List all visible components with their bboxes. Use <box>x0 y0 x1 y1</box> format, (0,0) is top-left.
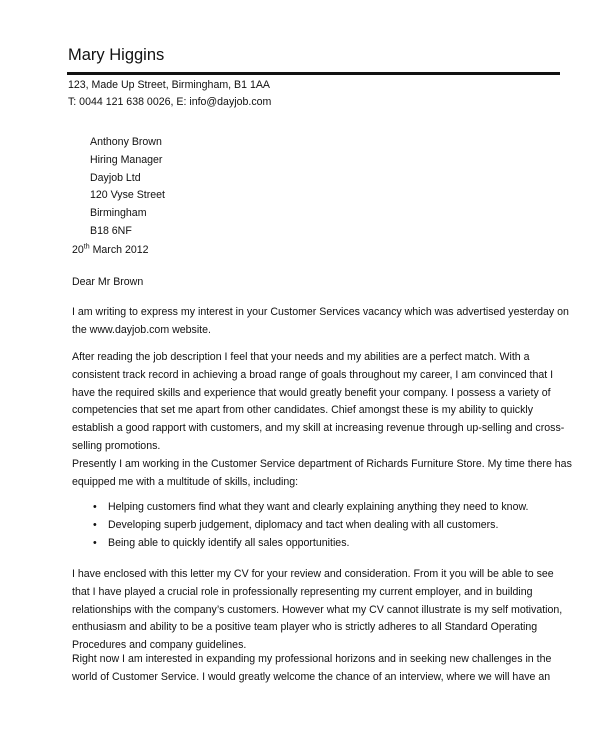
paragraph-line: consistent track record in achieving a broad range of goals throughout my career, I am convinced that I <box>72 368 554 381</box>
recipient-line: B18 6NF <box>90 224 132 237</box>
paragraph-line: After reading the job description I feel that your needs and my abilities are a perfect match. With a <box>72 351 530 363</box>
bullet-list <box>0 499 600 559</box>
date-rest: March 2012 <box>89 244 149 256</box>
paragraph-line: equipped me with a multitude of skills, including: <box>72 475 299 488</box>
list-item <box>0 517 600 535</box>
paragraph-line: Procedures and company guidelines. <box>72 639 247 652</box>
list-item-text: Helping customers find what they want and clearly explaining anything they need to know. <box>108 501 529 513</box>
recipient-line: Anthony Brown <box>90 136 162 148</box>
paragraph-5 <box>72 651 551 687</box>
salutation: Dear Mr Brown <box>72 276 144 288</box>
recipient-line: Birmingham <box>90 207 147 220</box>
paragraph-line: establish a good rapport with customers, and my skill at increasing revenue through up-selling and cross- <box>72 422 565 435</box>
recipient-line: Hiring Manager <box>90 153 163 166</box>
bullet-icon: • <box>93 536 97 549</box>
list-item <box>0 535 600 553</box>
list-item <box>0 499 600 517</box>
paragraph-line: Presently I am working in the Customer Service department of Richards Furniture Store. My time there has <box>72 458 572 470</box>
paragraph-line: the www.dayjob.com website. <box>72 323 211 336</box>
list-item-text: Being able to quickly identify all sales opportunities. <box>108 536 350 549</box>
paragraph-line: have the required skills and experience that would greatly benefit your company. I possess a variety of <box>72 386 551 399</box>
bullet-icon: • <box>93 518 97 531</box>
paragraph-line: Right now I am interested in expanding my professional horizons and in seeking new challenges in the <box>72 653 552 665</box>
paragraph-line: selling promotions. <box>72 439 161 452</box>
recipient-line: 120 Vyse Street <box>90 189 165 202</box>
date-suffix: th <box>83 243 90 251</box>
paragraph-line: world of Customer Service. I would greatly welcome the chance of an interview, where we will have an <box>72 670 551 683</box>
paragraph-2 <box>72 349 564 456</box>
header-rule <box>67 72 560 75</box>
paragraph-line: I have enclosed with this letter my CV for your review and consideration. From it you will be able to see <box>72 568 554 580</box>
bullet-icon: • <box>93 501 97 513</box>
paragraph-line: that I have played a crucial role in professionally representing my current employer, and in building <box>72 585 533 598</box>
paragraph-line: enthusiasm and ability to be a positive team player who is strictly adheres to all Standard Operating <box>72 621 538 634</box>
paragraph-line: relationships with the company’s customers. However what my CV cannot illustrate is my self motivation, <box>72 603 563 616</box>
recipient-block <box>90 134 165 241</box>
date-day: 20 <box>72 244 84 256</box>
sender-contact: T: 0044 121 638 0026, E: info@dayjob.com <box>68 96 272 108</box>
letter-date <box>72 242 149 260</box>
paragraph-line: I am writing to express my interest in your Customer Services vacancy which was advertised yesterday on <box>72 306 569 318</box>
paragraph-line: competencies that set me apart from other candidates. Chief amongst these is my ability to quickly <box>72 404 534 417</box>
sender-address: 123, Made Up Street, Birmingham, B1 1AA <box>68 79 270 91</box>
paragraph-4 <box>72 566 562 655</box>
list-item-text: Developing superb judgement, diplomacy and tact when dealing with all customers. <box>108 518 499 531</box>
sender-name: Mary Higgins <box>68 46 165 64</box>
paragraph-3 <box>72 456 572 492</box>
recipient-line: Dayjob Ltd <box>90 171 141 184</box>
paragraph-1 <box>72 304 569 340</box>
